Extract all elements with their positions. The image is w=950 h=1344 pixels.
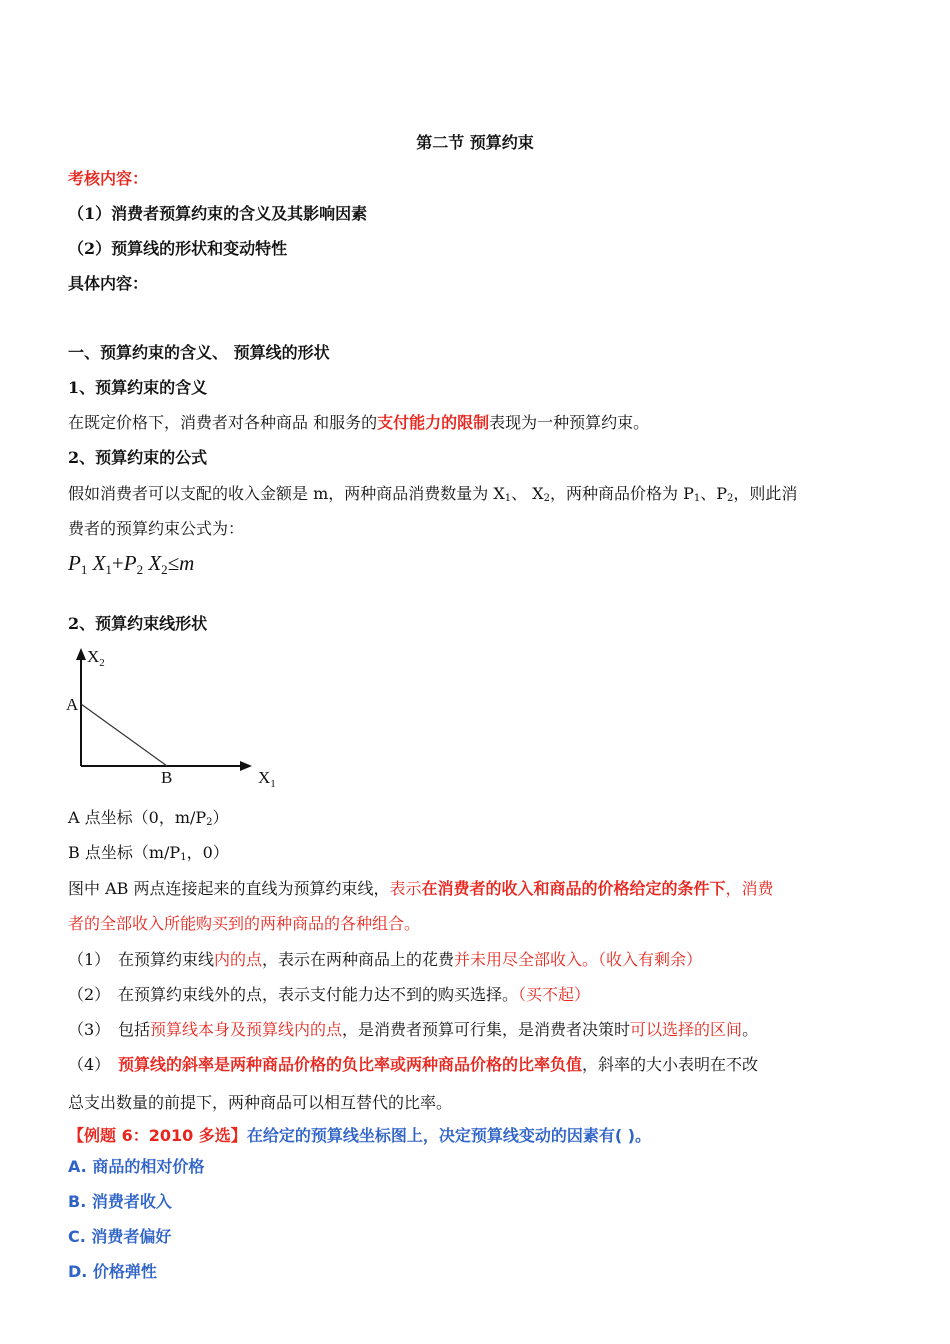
option-a: A. 商品的相对价格 <box>68 1157 205 1176</box>
example-question <box>68 1126 651 1146</box>
heading-1-3: 2、预算约束线形状 <box>68 614 208 633</box>
list-item-continued: 总支出数量的前提下，两种商品可以相互替代的比率。 <box>68 1093 453 1112</box>
subscript: 2 <box>727 493 734 504</box>
formula-subscript: 1 <box>105 562 112 577</box>
section-title: 第二节 预算约束 <box>416 133 534 152</box>
list-item <box>68 1020 758 1040</box>
text: 包括 <box>118 1020 151 1039</box>
paragraph-budget-meaning <box>68 413 649 433</box>
text: ，表示在两种商品上的花费 <box>262 950 455 969</box>
list-number: （2） <box>68 985 111 1004</box>
heading-1: 一、预算约束的含义、 预算线的形状 <box>68 343 330 362</box>
list-number: （4） <box>68 1055 111 1074</box>
text: 、P <box>700 484 727 503</box>
text: B 点坐标（m/P <box>68 843 181 862</box>
question-text: 在给定的预算线坐标图上，决定预算线变动的因素有( )。 <box>246 1126 652 1145</box>
paragraph-formula-intro <box>68 484 797 509</box>
formula-subscript: 1 <box>80 562 88 577</box>
highlight-text: 支付能力的限制 <box>377 413 490 432</box>
highlight-text: 预算线本身及预算线内的点 <box>150 1020 343 1039</box>
specific-label: 具体内容： <box>68 274 149 293</box>
text: 在预算约束线外的点，表示支付能力达不到的购买选择。 <box>118 985 519 1004</box>
heading-1-2: 2、预算约束的公式 <box>68 448 208 467</box>
text: ，两种商品价格为 P <box>549 484 694 503</box>
subscript: 1 <box>504 493 512 504</box>
text: A 点坐标（0，m/P <box>68 808 207 827</box>
exam-label: 考核内容： <box>68 169 149 188</box>
formula-symbol: X <box>92 551 106 575</box>
text: 。 <box>742 1020 759 1039</box>
option-d: D. 价格弹性 <box>68 1262 157 1281</box>
text: ，是消费者预算可行集，是消费者决策时 <box>342 1020 631 1039</box>
budget-formula <box>68 551 194 582</box>
text: 在预算约束线 <box>118 950 215 969</box>
budget-line-ab <box>81 704 167 766</box>
list-number: （1） <box>68 950 111 969</box>
highlight-text: 可以选择的区间 <box>630 1020 743 1039</box>
formula-subscript: 2 <box>136 562 144 577</box>
list-item <box>68 985 590 1005</box>
subscript: 2 <box>543 493 550 504</box>
point-a-label: A <box>66 695 79 714</box>
highlight-text: 预算线的斜率是两种商品价格的负比率或两种商品价格的比率负值 <box>118 1055 583 1074</box>
highlight-text: ，消费 <box>725 879 774 898</box>
x-axis-label: $X_1$ <box>258 768 276 790</box>
formula-operator: + <box>111 551 124 575</box>
x-axis-arrow <box>240 761 252 771</box>
text: 在既定价格下，消费者对各种商品 和服务的 <box>68 413 378 432</box>
text: ，0） <box>186 843 229 862</box>
text: 假如消费者可以支配的收入金额是 m，两种商品消费数量为 X <box>68 484 505 503</box>
list-item <box>68 950 702 970</box>
highlight-text: 并未用尽全部收入。（收入有剩余） <box>454 950 703 969</box>
coord-a <box>68 808 229 833</box>
text: ） <box>212 808 229 827</box>
option-c: C. 消费者偏好 <box>68 1227 172 1246</box>
option-b: B. 消费者收入 <box>68 1192 172 1211</box>
coord-b <box>68 843 229 868</box>
text: ，则此消 <box>733 484 798 503</box>
formula-symbol: P <box>123 551 137 575</box>
subscript: 1 <box>180 852 187 863</box>
formula-subscript: 2 <box>161 562 168 577</box>
subscript: 2 <box>206 817 213 828</box>
y-axis-label: $X_2$ <box>87 647 105 669</box>
text: 图中 AB 两点连接起来的直线为预算约束线， <box>68 879 390 898</box>
formula-relation: ≤m <box>167 551 195 575</box>
heading-1-1: 1、预算约束的含义 <box>68 378 208 397</box>
formula-symbol: P <box>68 551 81 575</box>
y-axis-arrow <box>76 648 86 660</box>
point-b-label: B <box>161 768 173 787</box>
paragraph-formula-intro-line2: 费者的预算约束公式为： <box>68 519 245 538</box>
budget-line-diagram <box>60 640 290 790</box>
text: ，斜率的大小表明在不改 <box>582 1055 759 1074</box>
paragraph-ab-line <box>68 879 774 899</box>
highlight-text: 内的点 <box>214 950 263 969</box>
list-item <box>68 1055 758 1075</box>
exam-item: （1）消费者预算约束的含义及其影响因素 <box>68 204 368 223</box>
highlight-text: 表示 <box>389 879 422 898</box>
formula-symbol: X <box>148 551 162 575</box>
example-tag: 【例题 6：2010 多选】 <box>68 1126 247 1145</box>
exam-item: （2）预算线的形状和变动特性 <box>68 239 288 258</box>
highlight-text: （买不起） <box>518 985 591 1004</box>
text: 、 X <box>511 484 544 503</box>
subscript: 1 <box>693 493 701 504</box>
paragraph-ab-line-2: 者的全部收入所能购买到的两种商品的各种组合。 <box>68 914 421 933</box>
list-number: （3） <box>68 1020 111 1039</box>
highlight-text: 在消费者的收入和商品的价格给定的条件下 <box>421 879 726 898</box>
text: 表现为一种预算约束。 <box>489 413 650 432</box>
